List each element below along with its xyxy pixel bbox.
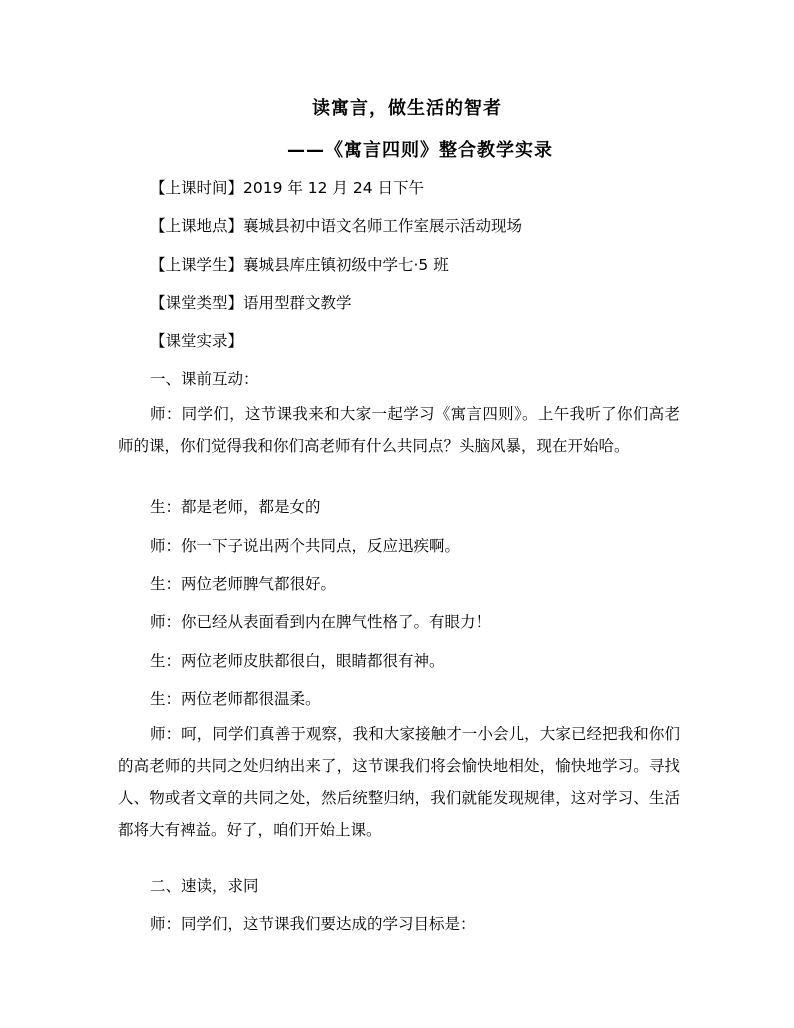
section-heading-speed-reading: 二、速读，求同 [150, 877, 259, 895]
dialogue-line: 生：两位老师都很温柔。 [150, 690, 321, 708]
dialogue-line: 生：都是老师，都是女的 [150, 498, 321, 516]
paragraph-objectives: 师：同学们，这节课我们要达成的学习目标是： [150, 915, 476, 933]
meta-class-students: 【上课学生】襄城县库庄镇初级中学七·5 班 [150, 256, 449, 274]
meta-class-type: 【课堂类型】语用型群文教学 [150, 294, 352, 312]
dialogue-line: 师：你已经从表面看到内在脾气性格了。有眼力！ [150, 613, 492, 631]
dialogue-line: 生：两位老师脾气都很好。 [150, 575, 337, 593]
meta-class-record: 【课堂实录】 [150, 332, 244, 350]
paragraph-summary: 师：呵，同学们真善于观察，我和大家接触才一小会儿，大家已经把我和你们的高老师的共同之处归纳出来了，这节课我们将会愉快地相处，愉快地学习。寻找人、物或者文章的共同之处，然后统整归纳，我们就能发现规律，这对学习、生活都将大有裨益。好了，咱们开始上课。 [118, 725, 680, 839]
section-heading-pre-class: 一、课前互动： [150, 370, 259, 388]
dialogue-line: 生：两位老师皮肤都很白，眼睛都很有神。 [150, 652, 445, 670]
dialogue-line: 师：你一下子说出两个共同点，反应迅疾啊。 [150, 537, 461, 555]
meta-class-time: 【上课时间】2019 年 12 月 24 日下午 [150, 179, 425, 197]
paragraph-intro: 师：同学们，这节课我来和大家一起学习《寓言四则》。上午我听了你们高老师的课，你们觉得我和你们高老师有什么共同点？头脑风暴，现在开始哈。 [118, 405, 680, 455]
document-title: 读寓言，做生活的智者 [312, 98, 502, 119]
meta-class-location: 【上课地点】襄城县初中语文名师工作室展示活动现场 [150, 217, 523, 235]
document-subtitle: ——《寓言四则》整合教学实录 [287, 140, 553, 161]
